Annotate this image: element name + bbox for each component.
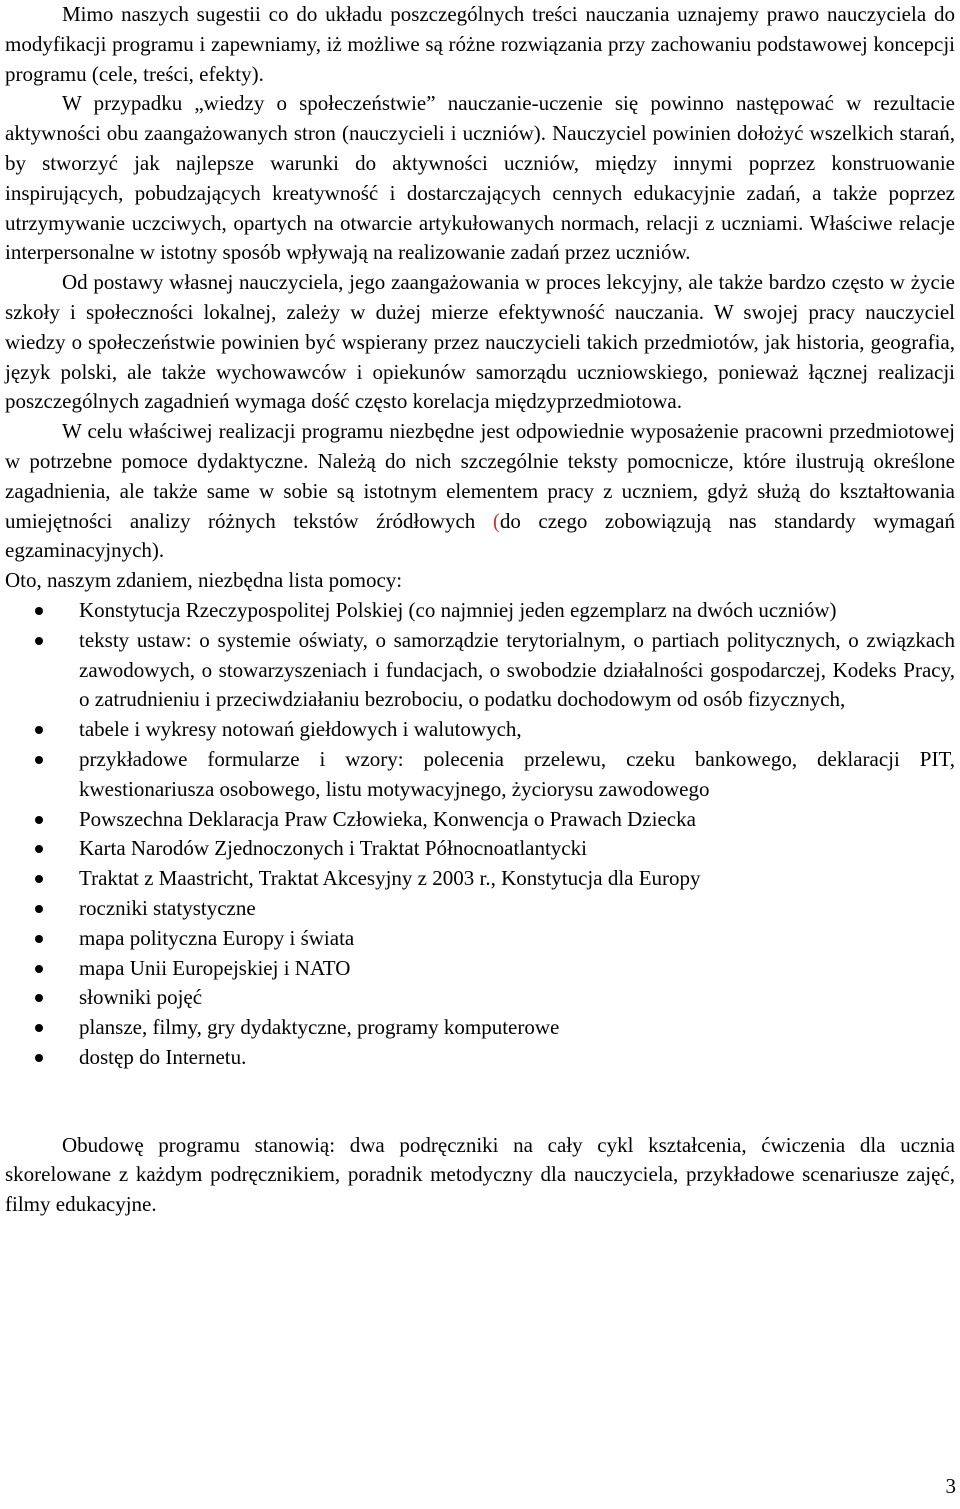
teaching-aids-list	[5, 596, 955, 1073]
paragraph-teaching-activity: W przypadku „wiedzy o społeczeństwie” nauczanie-uczenie się powinno następować w rezultacie aktywności obu zaangażowanych stron (nauczycieli i uczniów). Nauczyciel powinien dołożyć wszelkich starań, by stworzyć jak najlepsze warunki do aktywności uczniów, między innymi poprzez konstruowanie inspirujących, pobudzających kreatywność i dostarczających cennych edukacyjnie zadań, a także poprzez utrzymywanie uczciwych, opartych na otwarcie artykułowanych normach, relacji z uczniami. Właściwe relacje interpersonalne w istotny sposób wpływają na realizowanie zadań przez uczniów.	[5, 91, 955, 265]
list-item-text: dostęp do Internetu.	[79, 1044, 247, 1069]
bullet-icon	[35, 637, 43, 645]
list-item	[5, 983, 955, 1013]
list-item-text: mapa Unii Europejskiej i NATO	[79, 955, 351, 980]
list-item-text: roczniki statystyczne	[79, 895, 256, 920]
page-number: 3	[945, 1474, 956, 1498]
bullet-icon	[35, 726, 43, 734]
list-intro: Oto, naszym zdaniem, niezbędna lista pomocy:	[5, 568, 403, 593]
bullet-icon	[35, 935, 43, 943]
list-item	[5, 715, 955, 745]
list-item-text: przykładowe formularze i wzory: polecenia przelewu, czeku bankowego, deklaracji PIT, kwestionariusza osobowego, listu motywacyjnego, życiorysu zawodowego	[79, 746, 955, 801]
list-item	[5, 1043, 955, 1073]
list-item	[5, 626, 955, 715]
list-item	[5, 745, 955, 805]
list-item-text: Powszechna Deklaracja Praw Człowieka, Konwencja o Prawach Dziecka	[79, 806, 696, 831]
bullet-icon	[35, 1054, 43, 1062]
list-item-text: Konstytucja Rzeczypospolitej Polskiej (co najmniej jeden egzemplarz na dwóch uczniów)	[79, 597, 837, 622]
list-item-text: mapa polityczna Europy i świata	[79, 925, 355, 950]
list-item-text: słowniki pojęć	[79, 985, 203, 1010]
list-item	[5, 924, 955, 954]
paragraph-modification-rights: Mimo naszych sugestii co do układu poszczególnych treści nauczania uznajemy prawo nauczyciela do modyfikacji programu i zapewniamy, iż możliwe są różne rozwiązania przy zachowaniu podstawowej koncepcji programu (cele, treści, efekty).	[5, 2, 955, 86]
list-item	[5, 596, 955, 626]
document-page	[5, 0, 955, 1220]
list-item-text: tabele i wykresy notowań giełdowych i walutowych,	[79, 717, 522, 742]
list-item	[5, 954, 955, 984]
list-item	[5, 834, 955, 864]
bullet-icon	[35, 965, 43, 973]
paragraph-equipment-text: W celu właściwej realizacji programu niezbędne jest odpowiednie wyposażenie pracowni przedmiotowej w potrzebne pomoce dydaktyczne. Należą do nich szczególnie teksty pomocnicze, które ilustrują określone zagadnienia, ale także same w sobie są istotnym elementem pracy z uczniem, gdyż służą do kształtowania umiejętności analizy różnych tekstów źródłowych	[5, 419, 955, 533]
bullet-icon	[35, 875, 43, 883]
bullet-icon	[35, 905, 43, 913]
paragraph-teacher-attitude: Od postawy własnej nauczyciela, jego zaangażowania w proces lekcyjny, ale także bardzo często w życie szkoły i społeczności lokalnej, zależy w dużej mierze efektywność nauczania. W swojej pracy nauczyciel wiedzy o społeczeństwie powinien być wspierany przez nauczycieli takich przedmiotów, jak historia, geografia, język polski, ale także wychowawców i opiekunów samorządu uczniowskiego, ponieważ łącznej realizacji poszczególnych zagadnień wymaga dość często korelacja międzyprzedmiotowa.	[5, 270, 955, 414]
bullet-icon	[35, 1024, 43, 1032]
list-item	[5, 894, 955, 924]
list-item-text: teksty ustaw: o systemie oświaty, o samorządzie terytorialnym, o partiach politycznych, o związkach zawodowych, o stowarzyszeniach i fundacjach, o swobodzie działalności gospodarczej, Kodeks Pracy, o zatrudnieniu i przeciwdziałaniu bezrobociu, o podatku dochodowym od osób fizycznych,	[79, 627, 955, 712]
bullet-icon	[35, 994, 43, 1002]
bullet-icon	[35, 756, 43, 764]
list-item	[5, 1013, 955, 1043]
paragraph-program-materials: Obudowę programu stanowią: dwa podręczniki na cały cykl kształcenia, ćwiczenia dla ucznia skorelowane z każdym podręcznikiem, poradnik metodyczny dla nauczyciela, przykładowe scenariusze zajęć, filmy edukacyjne.	[5, 1132, 955, 1217]
bullet-icon	[35, 607, 43, 615]
list-item	[5, 864, 955, 894]
list-item	[5, 805, 955, 835]
red-parenthesis: (	[492, 508, 500, 533]
list-item-text: Traktat z Maastricht, Traktat Akcesyjny z 2003 r., Konstytucja dla Europy	[79, 866, 701, 891]
list-item-text: plansze, filmy, gry dydaktyczne, programy komputerowe	[79, 1015, 560, 1040]
list-item-text: Karta Narodów Zjednoczonych i Traktat Północnoatlantycki	[79, 836, 587, 861]
paragraph-equipment	[5, 417, 955, 566]
bullet-icon	[35, 816, 43, 824]
bullet-icon	[35, 845, 43, 853]
paragraph-equipment-end: do czego zobowiązują nas standardy wymagań egzaminacyjnych).	[5, 508, 955, 563]
